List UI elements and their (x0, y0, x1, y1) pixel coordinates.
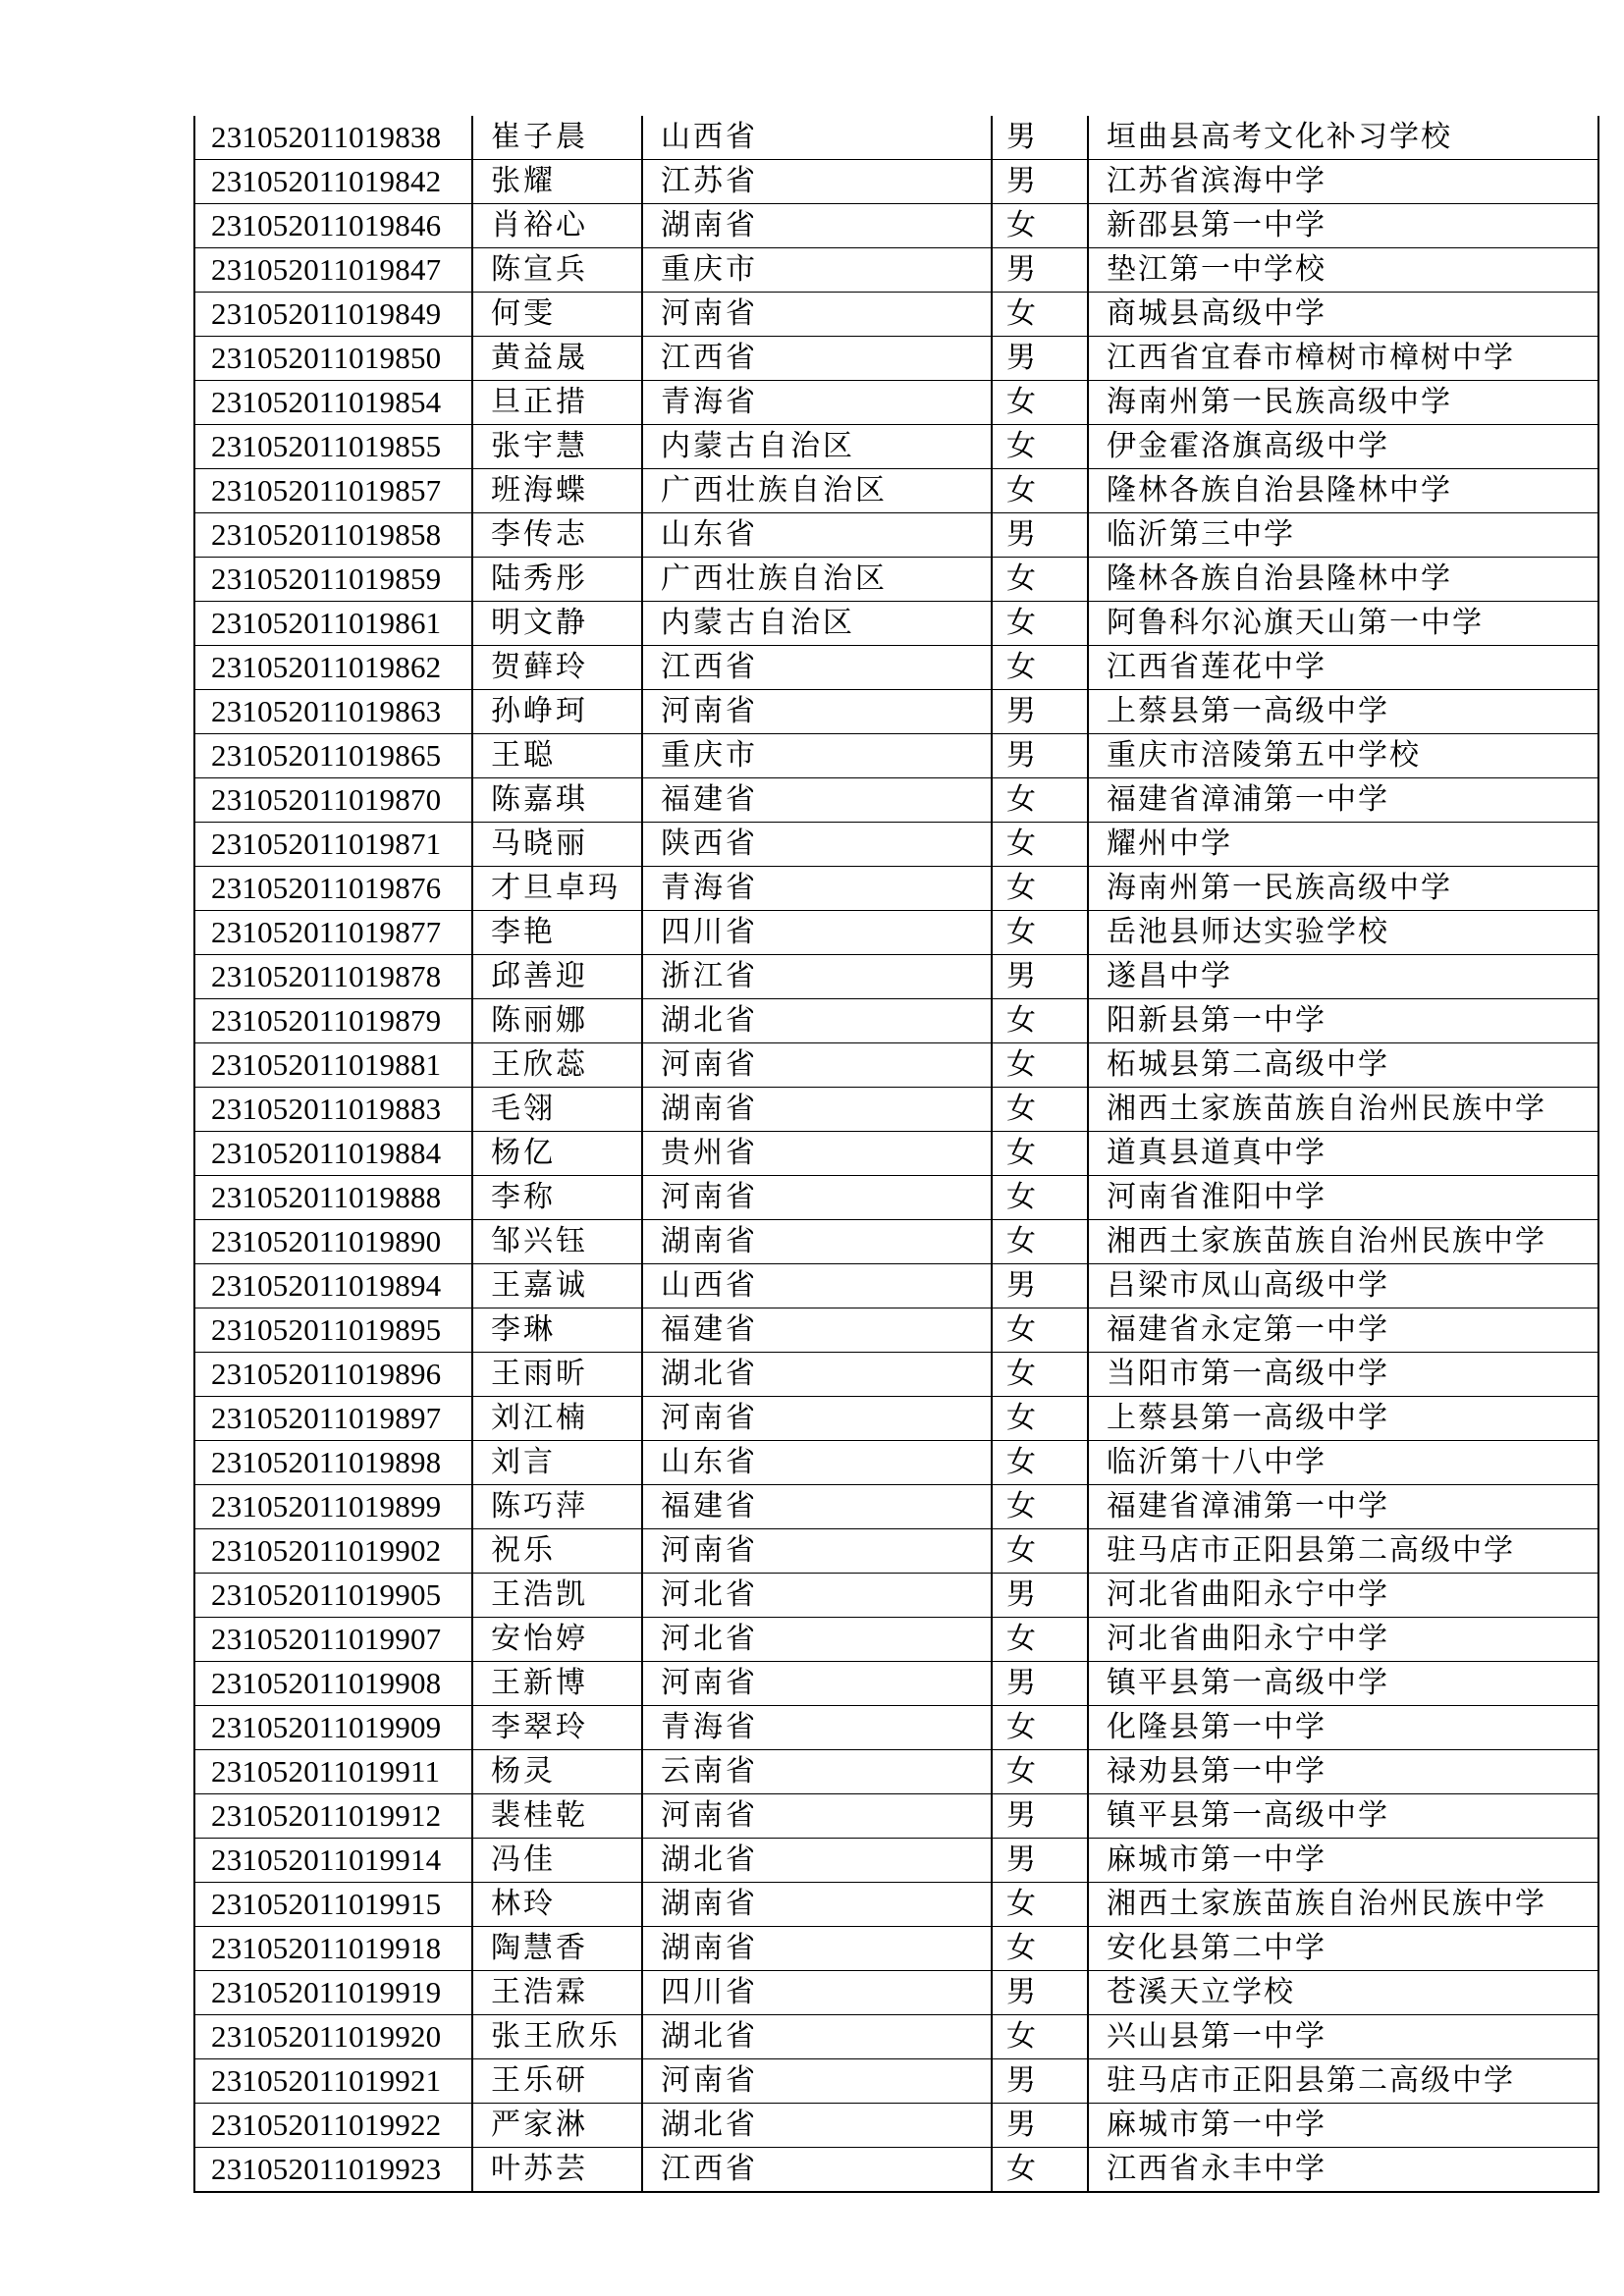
candidate-id-cell: 231052011019911 (194, 1750, 472, 1794)
student-name-cell: 邹兴钰 (472, 1220, 642, 1264)
gender-cell: 女 (992, 911, 1088, 955)
gender-cell: 女 (992, 823, 1088, 867)
student-name-cell: 王浩凯 (472, 1574, 642, 1618)
candidate-id-cell: 231052011019850 (194, 337, 472, 381)
school-cell: 河北省曲阳永宁中学 (1088, 1574, 1598, 1618)
gender-cell: 男 (992, 1794, 1088, 1839)
school-cell: 道真县道真中学 (1088, 1132, 1598, 1176)
candidate-id-cell: 231052011019865 (194, 734, 472, 778)
gender-cell: 女 (992, 602, 1088, 646)
school-cell: 江苏省滨海中学 (1088, 160, 1598, 204)
gender-cell: 女 (992, 778, 1088, 823)
table-row (194, 381, 1598, 425)
province-cell: 江苏省 (642, 160, 992, 204)
student-name-cell: 陈宣兵 (472, 248, 642, 293)
candidate-id-cell: 231052011019876 (194, 867, 472, 911)
gender-cell: 女 (992, 1750, 1088, 1794)
province-cell: 河北省 (642, 1618, 992, 1662)
student-name-cell: 杨亿 (472, 1132, 642, 1176)
student-name-cell: 明文静 (472, 602, 642, 646)
student-name-cell: 裴桂乾 (472, 1794, 642, 1839)
gender-cell: 男 (992, 690, 1088, 734)
province-cell: 河南省 (642, 2059, 992, 2104)
province-cell: 山东省 (642, 1441, 992, 1485)
province-cell: 河南省 (642, 1397, 992, 1441)
school-cell: 上蔡县第一高级中学 (1088, 690, 1598, 734)
student-name-cell: 肖裕心 (472, 204, 642, 248)
gender-cell: 男 (992, 248, 1088, 293)
table-row (194, 248, 1598, 293)
province-cell: 河南省 (642, 1662, 992, 1706)
school-cell: 阿鲁科尔沁旗天山第一中学 (1088, 602, 1598, 646)
student-name-cell: 何雯 (472, 293, 642, 337)
student-name-cell: 王欣蕊 (472, 1043, 642, 1088)
table-row (194, 999, 1598, 1043)
school-cell: 商城县高级中学 (1088, 293, 1598, 337)
school-cell: 新邵县第一中学 (1088, 204, 1598, 248)
school-cell: 柘城县第二高级中学 (1088, 1043, 1598, 1088)
school-cell: 湘西土家族苗族自治州民族中学 (1088, 1883, 1598, 1927)
table-row (194, 2015, 1598, 2059)
province-cell: 湖北省 (642, 2015, 992, 2059)
roster-body (194, 116, 1598, 2192)
gender-cell: 女 (992, 1927, 1088, 1971)
school-cell: 湘西土家族苗族自治州民族中学 (1088, 1088, 1598, 1132)
candidate-id-cell: 231052011019912 (194, 1794, 472, 1839)
province-cell: 广西壮族自治区 (642, 558, 992, 602)
school-cell: 吕梁市凤山高级中学 (1088, 1264, 1598, 1308)
candidate-id-cell: 231052011019838 (194, 116, 472, 160)
table-row (194, 646, 1598, 690)
province-cell: 湖北省 (642, 1353, 992, 1397)
candidate-id-cell: 231052011019899 (194, 1485, 472, 1529)
student-name-cell: 李称 (472, 1176, 642, 1220)
candidate-id-cell: 231052011019921 (194, 2059, 472, 2104)
province-cell: 青海省 (642, 1706, 992, 1750)
gender-cell: 女 (992, 1043, 1088, 1088)
student-name-cell: 黄益晟 (472, 337, 642, 381)
candidate-id-cell: 231052011019922 (194, 2104, 472, 2148)
province-cell: 江西省 (642, 646, 992, 690)
student-name-cell: 李翠玲 (472, 1706, 642, 1750)
candidate-id-cell: 231052011019923 (194, 2148, 472, 2193)
table-row (194, 1132, 1598, 1176)
province-cell: 湖南省 (642, 1927, 992, 1971)
candidate-id-cell: 231052011019884 (194, 1132, 472, 1176)
province-cell: 山西省 (642, 116, 992, 160)
candidate-id-cell: 231052011019846 (194, 204, 472, 248)
province-cell: 河南省 (642, 293, 992, 337)
table-row (194, 1264, 1598, 1308)
province-cell: 湖南省 (642, 1883, 992, 1927)
school-cell: 阳新县第一中学 (1088, 999, 1598, 1043)
school-cell: 上蔡县第一高级中学 (1088, 1397, 1598, 1441)
student-name-cell: 陆秀彤 (472, 558, 642, 602)
province-cell: 福建省 (642, 1485, 992, 1529)
student-name-cell: 安怡婷 (472, 1618, 642, 1662)
student-name-cell: 张王欣乐 (472, 2015, 642, 2059)
student-name-cell: 陈巧萍 (472, 1485, 642, 1529)
school-cell: 耀州中学 (1088, 823, 1598, 867)
province-cell: 陕西省 (642, 823, 992, 867)
table-row (194, 337, 1598, 381)
student-name-cell: 林玲 (472, 1883, 642, 1927)
province-cell: 青海省 (642, 381, 992, 425)
table-row (194, 116, 1598, 160)
gender-cell: 男 (992, 337, 1088, 381)
table-row (194, 1441, 1598, 1485)
table-row (194, 1353, 1598, 1397)
school-cell: 江西省宜春市樟树市樟树中学 (1088, 337, 1598, 381)
province-cell: 河南省 (642, 1529, 992, 1574)
table-row (194, 1088, 1598, 1132)
candidate-id-cell: 231052011019859 (194, 558, 472, 602)
student-name-cell: 王新博 (472, 1662, 642, 1706)
candidate-id-cell: 231052011019896 (194, 1353, 472, 1397)
student-name-cell: 李传志 (472, 513, 642, 558)
school-cell: 驻马店市正阳县第二高级中学 (1088, 1529, 1598, 1574)
school-cell: 隆林各族自治县隆林中学 (1088, 469, 1598, 513)
student-name-cell: 刘言 (472, 1441, 642, 1485)
student-name-cell: 冯佳 (472, 1839, 642, 1883)
candidate-id-cell: 231052011019883 (194, 1088, 472, 1132)
table-row (194, 823, 1598, 867)
school-cell: 安化县第二中学 (1088, 1927, 1598, 1971)
student-name-cell: 王嘉诚 (472, 1264, 642, 1308)
school-cell: 隆林各族自治县隆林中学 (1088, 558, 1598, 602)
student-name-cell: 邱善迎 (472, 955, 642, 999)
candidate-id-cell: 231052011019914 (194, 1839, 472, 1883)
gender-cell: 女 (992, 425, 1088, 469)
table-row (194, 204, 1598, 248)
gender-cell: 女 (992, 1397, 1088, 1441)
table-row (194, 1618, 1598, 1662)
province-cell: 贵州省 (642, 1132, 992, 1176)
gender-cell: 女 (992, 1088, 1088, 1132)
gender-cell: 男 (992, 1839, 1088, 1883)
school-cell: 垣曲县高考文化补习学校 (1088, 116, 1598, 160)
table-row (194, 1176, 1598, 1220)
province-cell: 重庆市 (642, 248, 992, 293)
table-row (194, 1971, 1598, 2015)
candidate-id-cell: 231052011019861 (194, 602, 472, 646)
province-cell: 江西省 (642, 337, 992, 381)
student-name-cell: 王雨昕 (472, 1353, 642, 1397)
student-name-cell: 才旦卓玛 (472, 867, 642, 911)
school-cell: 海南州第一民族高级中学 (1088, 867, 1598, 911)
candidate-id-cell: 231052011019895 (194, 1308, 472, 1353)
province-cell: 山西省 (642, 1264, 992, 1308)
table-row (194, 867, 1598, 911)
gender-cell: 男 (992, 1662, 1088, 1706)
candidate-id-cell: 231052011019862 (194, 646, 472, 690)
province-cell: 四川省 (642, 911, 992, 955)
table-row (194, 1750, 1598, 1794)
candidate-id-cell: 231052011019920 (194, 2015, 472, 2059)
gender-cell: 女 (992, 1176, 1088, 1220)
school-cell: 湘西土家族苗族自治州民族中学 (1088, 1220, 1598, 1264)
gender-cell: 女 (992, 2148, 1088, 2193)
province-cell: 内蒙古自治区 (642, 602, 992, 646)
province-cell: 河南省 (642, 1043, 992, 1088)
candidate-id-cell: 231052011019909 (194, 1706, 472, 1750)
gender-cell: 女 (992, 381, 1088, 425)
student-name-cell: 叶苏芸 (472, 2148, 642, 2193)
candidate-id-cell: 231052011019890 (194, 1220, 472, 1264)
school-cell: 福建省永定第一中学 (1088, 1308, 1598, 1353)
candidate-id-cell: 231052011019858 (194, 513, 472, 558)
candidate-id-cell: 231052011019888 (194, 1176, 472, 1220)
candidate-id-cell: 231052011019894 (194, 1264, 472, 1308)
table-row (194, 1043, 1598, 1088)
school-cell: 海南州第一民族高级中学 (1088, 381, 1598, 425)
table-row (194, 734, 1598, 778)
candidate-id-cell: 231052011019842 (194, 160, 472, 204)
table-row (194, 1308, 1598, 1353)
school-cell: 镇平县第一高级中学 (1088, 1662, 1598, 1706)
school-cell: 岳池县师达实验学校 (1088, 911, 1598, 955)
student-name-cell: 毛翎 (472, 1088, 642, 1132)
school-cell: 禄劝县第一中学 (1088, 1750, 1598, 1794)
table-row (194, 911, 1598, 955)
province-cell: 河南省 (642, 1794, 992, 1839)
table-row (194, 1794, 1598, 1839)
province-cell: 河南省 (642, 690, 992, 734)
student-name-cell: 旦正措 (472, 381, 642, 425)
province-cell: 江西省 (642, 2148, 992, 2193)
candidate-id-cell: 231052011019871 (194, 823, 472, 867)
province-cell: 四川省 (642, 1971, 992, 2015)
province-cell: 内蒙古自治区 (642, 425, 992, 469)
student-name-cell: 李艳 (472, 911, 642, 955)
student-name-cell: 李琳 (472, 1308, 642, 1353)
student-name-cell: 刘江楠 (472, 1397, 642, 1441)
school-cell: 遂昌中学 (1088, 955, 1598, 999)
gender-cell: 女 (992, 646, 1088, 690)
gender-cell: 女 (992, 204, 1088, 248)
gender-cell: 女 (992, 558, 1088, 602)
school-cell: 江西省莲花中学 (1088, 646, 1598, 690)
province-cell: 广西壮族自治区 (642, 469, 992, 513)
candidate-id-cell: 231052011019849 (194, 293, 472, 337)
candidate-id-cell: 231052011019877 (194, 911, 472, 955)
candidate-id-cell: 231052011019857 (194, 469, 472, 513)
school-cell: 临沂第三中学 (1088, 513, 1598, 558)
table-row (194, 955, 1598, 999)
gender-cell: 男 (992, 2104, 1088, 2148)
gender-cell: 女 (992, 1308, 1088, 1353)
province-cell: 湖北省 (642, 999, 992, 1043)
school-cell: 河南省淮阳中学 (1088, 1176, 1598, 1220)
province-cell: 湖南省 (642, 204, 992, 248)
school-cell: 江西省永丰中学 (1088, 2148, 1598, 2193)
gender-cell: 女 (992, 1220, 1088, 1264)
table-row (194, 160, 1598, 204)
gender-cell: 女 (992, 1485, 1088, 1529)
student-name-cell: 孙峥珂 (472, 690, 642, 734)
table-row (194, 690, 1598, 734)
student-name-cell: 马晓丽 (472, 823, 642, 867)
student-name-cell: 陶慧香 (472, 1927, 642, 1971)
province-cell: 湖北省 (642, 2104, 992, 2148)
candidate-id-cell: 231052011019847 (194, 248, 472, 293)
gender-cell: 女 (992, 1706, 1088, 1750)
province-cell: 湖北省 (642, 1839, 992, 1883)
candidate-id-cell: 231052011019897 (194, 1397, 472, 1441)
gender-cell: 女 (992, 293, 1088, 337)
candidate-id-cell: 231052011019919 (194, 1971, 472, 2015)
gender-cell: 女 (992, 1883, 1088, 1927)
gender-cell: 男 (992, 1971, 1088, 2015)
school-cell: 垫江第一中学校 (1088, 248, 1598, 293)
gender-cell: 男 (992, 955, 1088, 999)
school-cell: 化隆县第一中学 (1088, 1706, 1598, 1750)
school-cell: 麻城市第一中学 (1088, 2104, 1598, 2148)
student-name-cell: 陈丽娜 (472, 999, 642, 1043)
gender-cell: 男 (992, 1264, 1088, 1308)
candidate-id-cell: 231052011019879 (194, 999, 472, 1043)
table-row (194, 558, 1598, 602)
table-row (194, 469, 1598, 513)
gender-cell: 女 (992, 2015, 1088, 2059)
student-name-cell: 王聪 (472, 734, 642, 778)
province-cell: 湖南省 (642, 1088, 992, 1132)
table-row (194, 293, 1598, 337)
school-cell: 临沂第十八中学 (1088, 1441, 1598, 1485)
gender-cell: 女 (992, 469, 1088, 513)
table-row (194, 2059, 1598, 2104)
school-cell: 福建省漳浦第一中学 (1088, 1485, 1598, 1529)
province-cell: 福建省 (642, 1308, 992, 1353)
province-cell: 重庆市 (642, 734, 992, 778)
school-cell: 苍溪天立学校 (1088, 1971, 1598, 2015)
table-row (194, 1883, 1598, 1927)
gender-cell: 女 (992, 1353, 1088, 1397)
candidate-id-cell: 231052011019881 (194, 1043, 472, 1088)
table-row (194, 1662, 1598, 1706)
province-cell: 湖南省 (642, 1220, 992, 1264)
candidate-id-cell: 231052011019878 (194, 955, 472, 999)
candidate-id-cell: 231052011019908 (194, 1662, 472, 1706)
candidate-id-cell: 231052011019907 (194, 1618, 472, 1662)
candidate-id-cell: 231052011019854 (194, 381, 472, 425)
school-cell: 兴山县第一中学 (1088, 2015, 1598, 2059)
student-name-cell: 严家淋 (472, 2104, 642, 2148)
candidate-id-cell: 231052011019915 (194, 1883, 472, 1927)
student-name-cell: 王乐研 (472, 2059, 642, 2104)
table-row (194, 1485, 1598, 1529)
gender-cell: 男 (992, 160, 1088, 204)
table-row (194, 1220, 1598, 1264)
student-name-cell: 杨灵 (472, 1750, 642, 1794)
table-row (194, 778, 1598, 823)
student-name-cell: 班海蝶 (472, 469, 642, 513)
province-cell: 河南省 (642, 1176, 992, 1220)
school-cell: 麻城市第一中学 (1088, 1839, 1598, 1883)
school-cell: 镇平县第一高级中学 (1088, 1794, 1598, 1839)
gender-cell: 女 (992, 1529, 1088, 1574)
province-cell: 青海省 (642, 867, 992, 911)
student-name-cell: 陈嘉琪 (472, 778, 642, 823)
province-cell: 河北省 (642, 1574, 992, 1618)
candidate-id-cell: 231052011019855 (194, 425, 472, 469)
school-cell: 福建省漳浦第一中学 (1088, 778, 1598, 823)
table-row (194, 2148, 1598, 2193)
province-cell: 浙江省 (642, 955, 992, 999)
gender-cell: 女 (992, 1441, 1088, 1485)
gender-cell: 男 (992, 513, 1088, 558)
admission-roster-table (193, 116, 1599, 2193)
candidate-id-cell: 231052011019918 (194, 1927, 472, 1971)
school-cell: 驻马店市正阳县第二高级中学 (1088, 2059, 1598, 2104)
table-row (194, 1839, 1598, 1883)
table-row (194, 602, 1598, 646)
student-name-cell: 张宇慧 (472, 425, 642, 469)
table-row (194, 1529, 1598, 1574)
gender-cell: 女 (992, 867, 1088, 911)
gender-cell: 男 (992, 734, 1088, 778)
student-name-cell: 祝乐 (472, 1529, 642, 1574)
gender-cell: 男 (992, 2059, 1088, 2104)
student-name-cell: 贺藓玲 (472, 646, 642, 690)
table-row (194, 513, 1598, 558)
table-row (194, 1706, 1598, 1750)
province-cell: 山东省 (642, 513, 992, 558)
table-row (194, 425, 1598, 469)
gender-cell: 女 (992, 1618, 1088, 1662)
table-row (194, 1927, 1598, 1971)
gender-cell: 女 (992, 999, 1088, 1043)
student-name-cell: 王浩霖 (472, 1971, 642, 2015)
candidate-id-cell: 231052011019905 (194, 1574, 472, 1618)
candidate-id-cell: 231052011019902 (194, 1529, 472, 1574)
gender-cell: 男 (992, 1574, 1088, 1618)
student-name-cell: 崔子晨 (472, 116, 642, 160)
school-cell: 重庆市涪陵第五中学校 (1088, 734, 1598, 778)
table-row (194, 2104, 1598, 2148)
school-cell: 当阳市第一高级中学 (1088, 1353, 1598, 1397)
school-cell: 河北省曲阳永宁中学 (1088, 1618, 1598, 1662)
school-cell: 伊金霍洛旗高级中学 (1088, 425, 1598, 469)
gender-cell: 女 (992, 1132, 1088, 1176)
student-name-cell: 张耀 (472, 160, 642, 204)
province-cell: 福建省 (642, 778, 992, 823)
table-row (194, 1574, 1598, 1618)
candidate-id-cell: 231052011019870 (194, 778, 472, 823)
table-row (194, 1397, 1598, 1441)
candidate-id-cell: 231052011019898 (194, 1441, 472, 1485)
candidate-id-cell: 231052011019863 (194, 690, 472, 734)
province-cell: 云南省 (642, 1750, 992, 1794)
gender-cell: 男 (992, 116, 1088, 160)
